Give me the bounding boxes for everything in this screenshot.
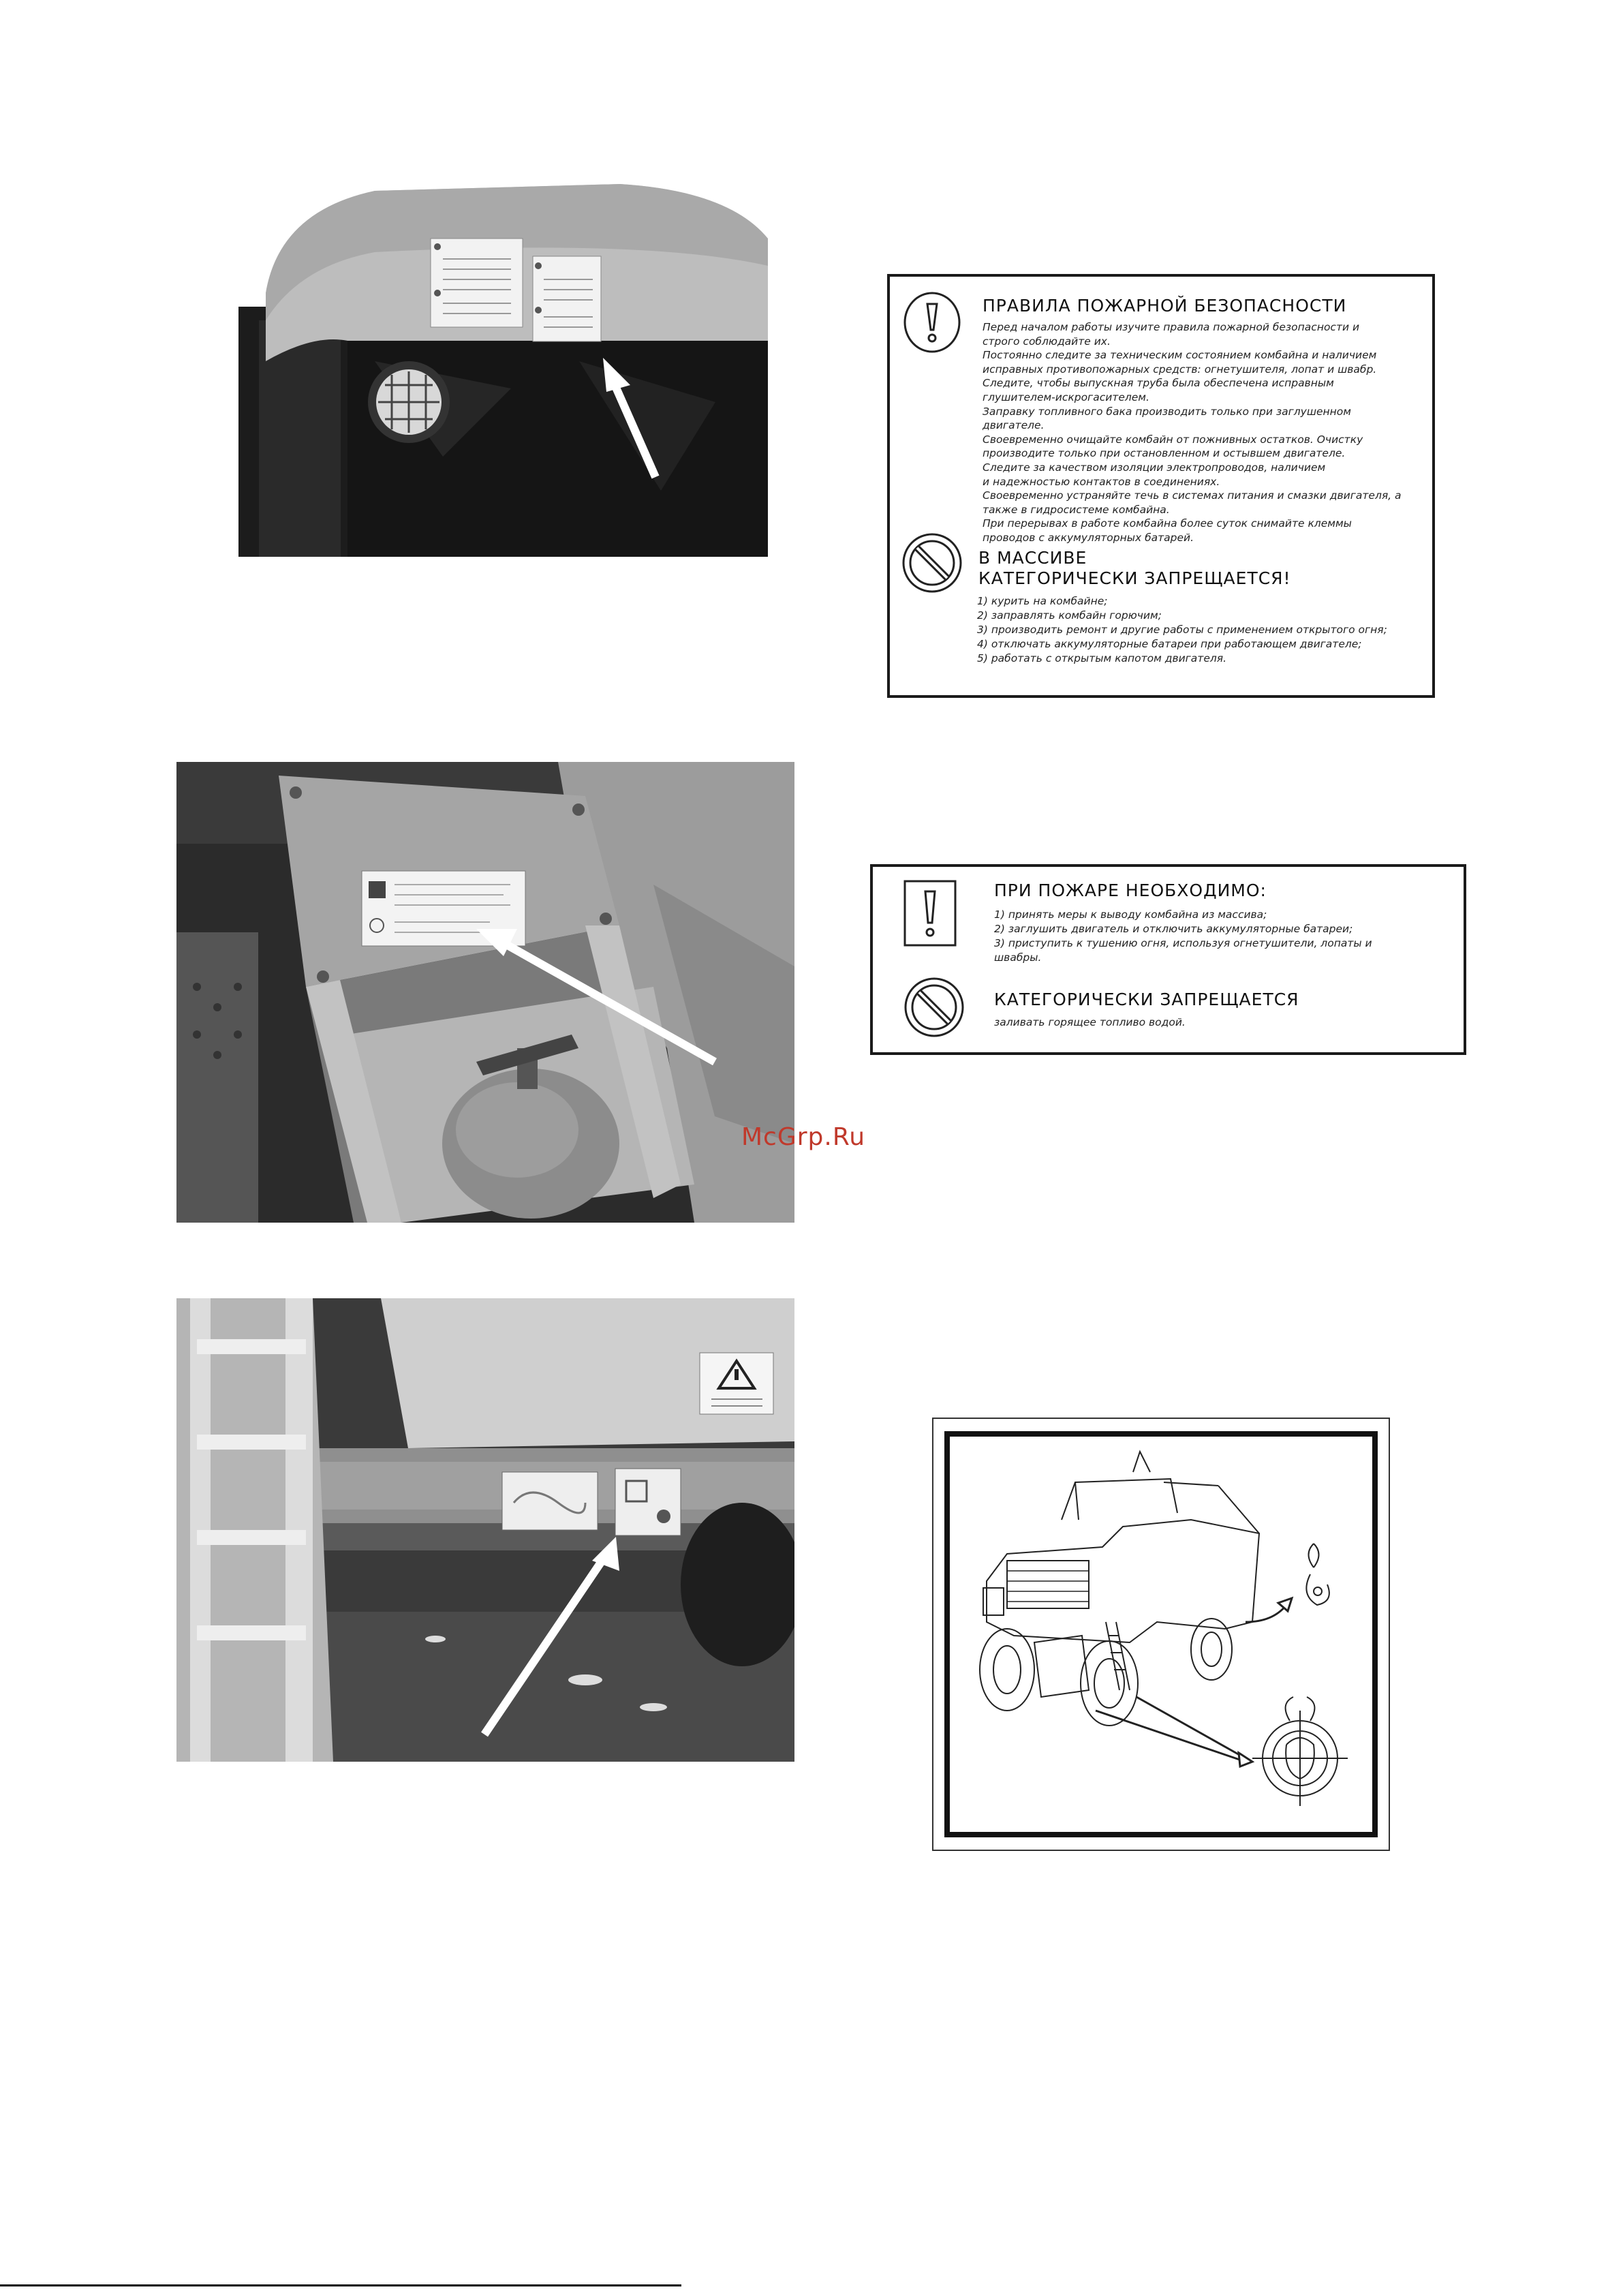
fire-action-title: ПРИ ПОЖАРЕ НЕОБХОДИМО: (994, 881, 1267, 900)
prohibited-icon (901, 532, 963, 594)
list-item: 5) работать с открытым капотом двигателя. (977, 652, 1227, 664)
rule-line: Следите, чтобы выпускная труба была обеспечена исправным (983, 377, 1334, 390)
rule-line: также в гидросистеме комбайна. (983, 503, 1170, 516)
rule-line: При перерывах в работе комбайна более суток снимайте клеммы (983, 517, 1352, 530)
towing-diagram-picture (932, 1418, 1390, 1851)
cab-roof-picture (238, 184, 768, 557)
exclamation-icon (903, 879, 957, 947)
extinguisher-bracket-picture (176, 762, 794, 1223)
photo-extinguisher-bracket (176, 762, 794, 1223)
exclamation-icon (902, 290, 962, 354)
rule-line: глушителем-искрогасителем. (983, 391, 1149, 403)
fire-safety-rules-sign (887, 274, 1435, 698)
rule-line: Постоянно следите за техническим состоянием комбайна и наличием (983, 349, 1377, 362)
rule-line: и надежностью контактов в соединениях. (983, 475, 1220, 488)
prohibited-title-2: КАТЕГОРИЧЕСКИ ЗАПРЕЩАЕТСЯ! (978, 568, 1291, 588)
fire-rules-title: ПРАВИЛА ПОЖАРНОЙ БЕЗОПАСНОСТИ (983, 296, 1347, 316)
frame-decals-picture (176, 1298, 794, 1762)
prohibited-list (977, 594, 1387, 666)
list-item: швабры. (994, 951, 1042, 964)
list-item: 2) заглушить двигатель и отключить аккумуляторные батареи; (994, 923, 1353, 935)
rule-line: Своевременно устраняйте течь в системах питания и смазки двигателя, а (983, 489, 1402, 502)
rule-line: производите только при остановленном и остывшем двигателе. (983, 447, 1346, 460)
photo-cab-roof (238, 184, 768, 557)
photo-frame-decals (176, 1298, 794, 1762)
prohibited-title-1: В МАССИВЕ (978, 548, 1087, 568)
towing-diagram (932, 1418, 1390, 1851)
fire-rules-text (983, 320, 1424, 545)
fire-action-prohibited-text: заливать горящее топливо водой. (994, 1016, 1186, 1028)
rule-line: Перед началом работы изучите правила пожарной безопасности и (983, 321, 1360, 333)
rule-line: строго соблюдайте их. (983, 335, 1111, 348)
watermark: McGrp.Ru (741, 1123, 866, 1151)
rule-line: Следите за качеством изоляции электропроводов, наличием (983, 461, 1326, 474)
rule-line: двигателе. (983, 419, 1045, 432)
prohibited-icon (903, 976, 965, 1039)
list-item: 3) приступить к тушению огня, используя огнетушители, лопаты и (994, 937, 1372, 949)
rule-line: Своевременно очищайте комбайн от пожнивных остатков. Очистку (983, 433, 1363, 446)
fire-action-sign (870, 864, 1466, 1055)
footer-rule (0, 2284, 681, 2286)
fire-action-prohibited-title: КАТЕГОРИЧЕСКИ ЗАПРЕЩАЕТСЯ (994, 990, 1299, 1009)
list-item: 2) заправлять комбайн горючим; (977, 609, 1162, 622)
rule-line: проводов с аккумуляторных батарей. (983, 531, 1194, 544)
list-item: 4) отключать аккумуляторные батареи при работающем двигателе; (977, 638, 1362, 650)
rule-line: исправных противопожарных средств: огнетушителя, лопат и швабр. (983, 363, 1377, 376)
list-item: 1) курить на комбайне; (977, 595, 1108, 607)
list-item: 3) производить ремонт и другие работы с применением открытого огня; (977, 624, 1387, 636)
list-item: 1) принять меры к выводу комбайна из массива; (994, 908, 1267, 921)
rule-line: Заправку топливного бака производить только при заглушенном (983, 405, 1351, 418)
fire-action-list (994, 908, 1372, 965)
